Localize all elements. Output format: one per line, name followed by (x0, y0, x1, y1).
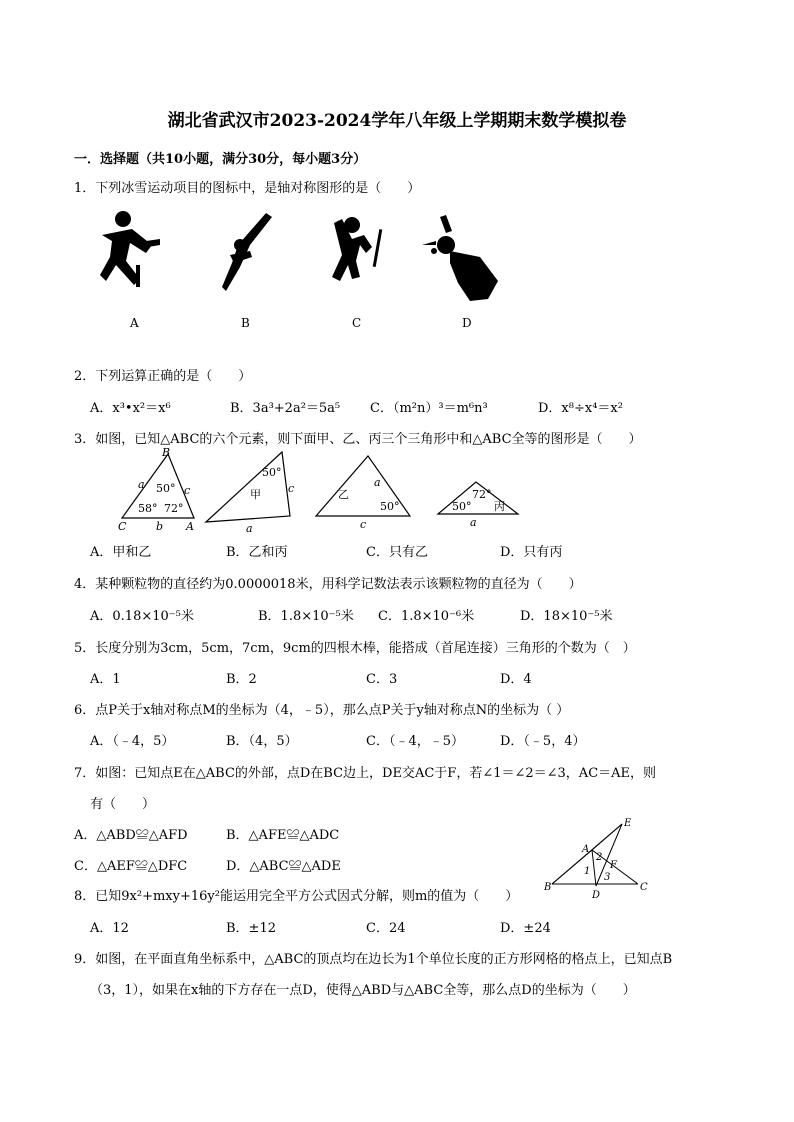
q3-figure (110, 446, 530, 536)
question-5: 5．长度分别为3cm，5cm，7cm，9cm的四根木棒，能搭成（首尾连接）三角形的个数为（ ） (74, 641, 636, 656)
q4-option-d[interactable]: D．18×10⁻⁵米 (520, 609, 613, 624)
q4-option-a[interactable]: A．0.18×10⁻⁵米 (90, 609, 194, 624)
q1-label-c: C (352, 316, 362, 330)
question-9-cont: （3，1），如果在x轴的下方存在一点D，使得△ABD与△ABC全等，那么点D的坐标为（ ） (90, 983, 636, 998)
triangle-jia (206, 452, 290, 522)
side-b: b (156, 520, 164, 533)
q7-figure (538, 814, 658, 900)
label-a: A (186, 520, 194, 533)
page-title: 湖北省武汉市2023-2024学年八年级上学期期末数学模拟卷 (167, 111, 627, 131)
q5-option-b[interactable]: B．2 (226, 672, 257, 687)
bing-label: 丙 (494, 500, 505, 513)
question-1: 1．下列冰雪运动项目的图标中，是轴对称图形的是（ ） (74, 181, 421, 196)
angle-50: 50° (156, 482, 176, 495)
bing-angle72: 72° (472, 488, 492, 501)
side-a: a (138, 478, 145, 491)
fig7-label-3: 3 (604, 872, 611, 883)
question-7: 7．如图：已知点E在△ABC的外部，点D在BC边上，DE交AC于F，若∠1＝∠2＝∠3，AC＝AE，则 (74, 766, 657, 781)
yi-angle: 50° (380, 500, 400, 513)
q8-option-b[interactable]: B．±12 (226, 921, 276, 936)
q6-option-a[interactable]: A．（﹣4，5） (90, 734, 175, 749)
bing-side-a: a (470, 516, 477, 529)
q7-option-b[interactable]: B．△AFE≌△ADC (226, 828, 340, 843)
q2-option-c[interactable]: C．（m²n）³＝m⁶n³ (370, 401, 488, 416)
yi-side-a: a (374, 476, 381, 489)
q4-option-c[interactable]: C．1.8×10⁻⁶米 (378, 609, 475, 624)
label-b: B (162, 446, 171, 459)
q4-option-b[interactable]: B．1.8×10⁻⁵米 (258, 609, 354, 624)
q3-option-b[interactable]: B．乙和丙 (226, 545, 288, 560)
q6-option-c[interactable]: C．（﹣4，﹣5） (366, 734, 464, 749)
angle-72: 72° (164, 502, 184, 515)
q5-option-a[interactable]: A．1 (90, 672, 121, 687)
q2-option-d[interactable]: D．x⁸÷x⁴＝x² (538, 401, 623, 416)
q2-option-b[interactable]: B．3a³+2a²＝5a⁵ (230, 401, 341, 416)
q7-option-c[interactable]: C．△AEF≌△DFC (74, 859, 188, 874)
q7-option-a[interactable]: A．△ABD≌△AFD (74, 828, 188, 843)
question-9: 9．如图，在平面直角坐标系中，△ABC的顶点均在边长为1个单位长度的正方形网格的格点上，已知点B (74, 952, 673, 967)
side-c: c (184, 484, 191, 497)
icon-d-curling (422, 215, 498, 301)
label-c: C (118, 520, 127, 533)
q3-option-c[interactable]: C．只有乙 (366, 545, 428, 560)
icon-a-skater (100, 211, 160, 287)
question-6: 6．点P关于x轴对称点M的坐标为（4，﹣5），那么点P关于y轴对称点N的坐标为（ ） (74, 703, 570, 718)
q2-option-a[interactable]: A．x³•x²＝x⁶ (90, 401, 171, 416)
q1-label-d: D (462, 316, 472, 330)
q3-option-d[interactable]: D．只有丙 (500, 545, 563, 560)
jia-label: 甲 (250, 488, 261, 501)
fig7-label-b: B (544, 882, 552, 893)
q5-option-c[interactable]: C．3 (366, 672, 398, 687)
question-8: 8．已知9x²+mxy+16y²能运用完全平方公式因式分解，则m的值为（ ） (74, 889, 519, 904)
icon-c-skier (332, 217, 382, 281)
fig7-label-a: A (582, 844, 590, 855)
q8-option-a[interactable]: A．12 (90, 921, 129, 936)
jia-side-c: c (288, 482, 295, 495)
jia-side-a: a (246, 522, 253, 535)
fig7-label-e: E (624, 818, 632, 829)
q8-option-d[interactable]: D．±24 (500, 921, 551, 936)
q1-icons (90, 205, 520, 305)
q1-label-b: B (241, 316, 250, 330)
q6-option-d[interactable]: D．（﹣5，4） (500, 734, 586, 749)
jia-angle: 50° (262, 466, 282, 479)
fig7-label-2: 2 (596, 852, 603, 863)
fig7-label-d: D (592, 890, 601, 900)
q5-option-d[interactable]: D．4 (500, 672, 532, 687)
question-4: 4．某种颗粒物的直径约为0.0000018米，用科学记数法表示该颗粒物的直径为（ ） (74, 577, 582, 592)
fig7-label-1: 1 (584, 866, 591, 877)
fig7-label-c: C (640, 882, 648, 893)
q6-option-b[interactable]: B．（4，5） (226, 734, 298, 749)
angle-58: 58° (138, 502, 158, 515)
yi-side-c: c (360, 518, 367, 531)
yi-label: 乙 (338, 488, 349, 501)
bing-angle50: 50° (452, 500, 472, 513)
section-heading: 一．选择题（共10小题，满分30分，每小题3分） (74, 152, 367, 167)
question-2: 2．下列运算正确的是（ ） (74, 369, 252, 384)
q8-option-c[interactable]: C．24 (366, 921, 406, 936)
q7-option-d[interactable]: D．△ABC≌△ADE (226, 859, 341, 874)
question-7-cont: 有（ ） (90, 797, 156, 812)
q1-label-a: A (130, 316, 139, 330)
icon-b-skijumper (222, 213, 272, 291)
fig7-label-f: F (610, 860, 617, 871)
question-3: 3．如图，已知△ABC的六个元素，则下面甲、乙、丙三个三角形中和△ABC全等的图形是（ ） (74, 432, 642, 447)
q3-option-a[interactable]: A．甲和乙 (90, 545, 152, 560)
